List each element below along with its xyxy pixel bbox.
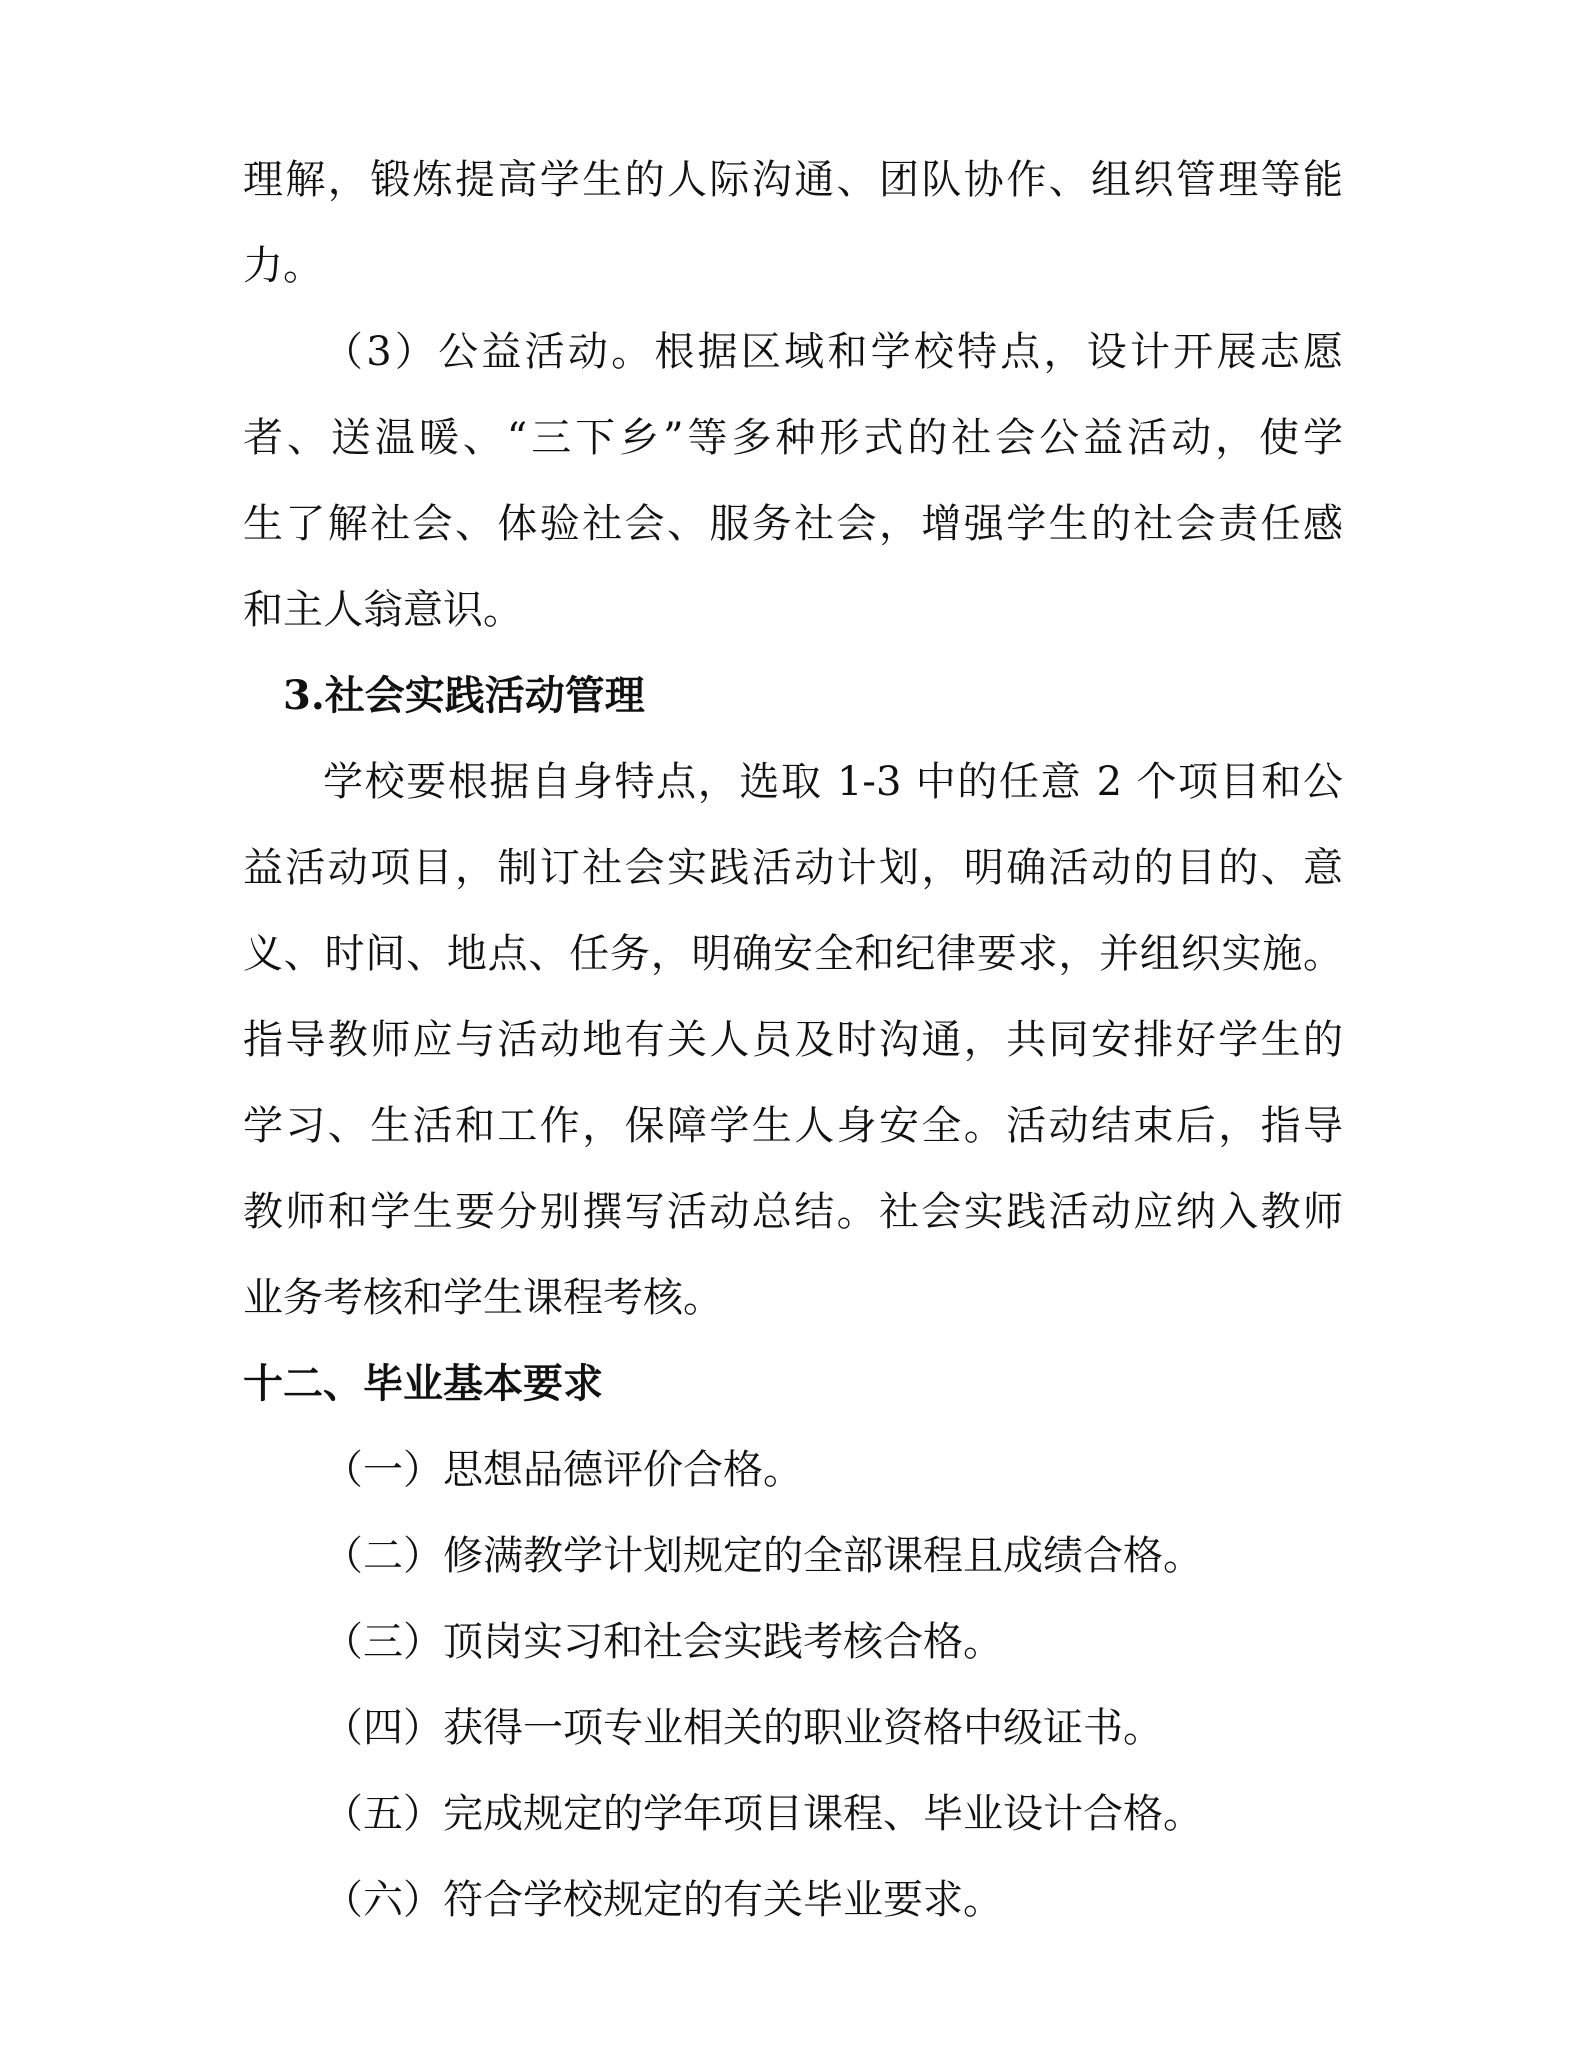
body-text-line: 力。 [243,243,323,289]
requirement-item: （五）完成规定的学年项目课程、毕业设计合格。 [323,1791,1203,1837]
public-welfare-paragraph-line: （3）公益活动。根据区域和学校特点，设计开展志愿 [323,329,1343,375]
management-paragraph-line: 学校要根据自身特点，选取 1-3 中的任意 2 个项目和公 [323,759,1343,805]
requirement-item: （六）符合学校规定的有关毕业要求。 [323,1877,1003,1923]
management-paragraph-line: 指导教师应与活动地有关人员及时沟通，共同安排好学生的 [243,1017,1343,1063]
management-paragraph-line: 学习、生活和工作，保障学生人身安全。活动结束后，指导 [243,1103,1343,1149]
public-welfare-paragraph-line: 和主人翁意识。 [243,587,523,633]
public-welfare-paragraph-line: 生了解社会、体验社会、服务社会，增强学生的社会责任感 [243,501,1343,547]
requirement-item: （二）修满教学计划规定的全部课程且成绩合格。 [323,1533,1203,1579]
management-paragraph-line: 义、时间、地点、任务，明确安全和纪律要求，并组织实施。 [243,931,1343,977]
management-paragraph-line: 益活动项目，制订社会实践活动计划，明确活动的目的、意 [243,845,1343,891]
management-paragraph-line: 业务考核和学生课程考核。 [243,1275,723,1321]
public-welfare-paragraph-line: 者、送温暖、“三下乡”等多种形式的社会公益活动，使学 [243,415,1343,461]
requirement-item: （四）获得一项专业相关的职业资格中级证书。 [323,1705,1163,1751]
chapter-heading-graduation-requirements: 十二、毕业基本要求 [243,1360,603,1407]
management-paragraph-line: 教师和学生要分别撰写活动总结。社会实践活动应纳入教师 [243,1189,1343,1235]
requirement-item: （一）思想品德评价合格。 [323,1447,803,1493]
requirement-item: （三）顶岗实习和社会实践考核合格。 [323,1619,1003,1665]
section-heading-practice-management: 3.社会实践活动管理 [283,672,645,719]
body-text-line: 理解，锻炼提高学生的人际沟通、团队协作、组织管理等能 [243,157,1343,203]
